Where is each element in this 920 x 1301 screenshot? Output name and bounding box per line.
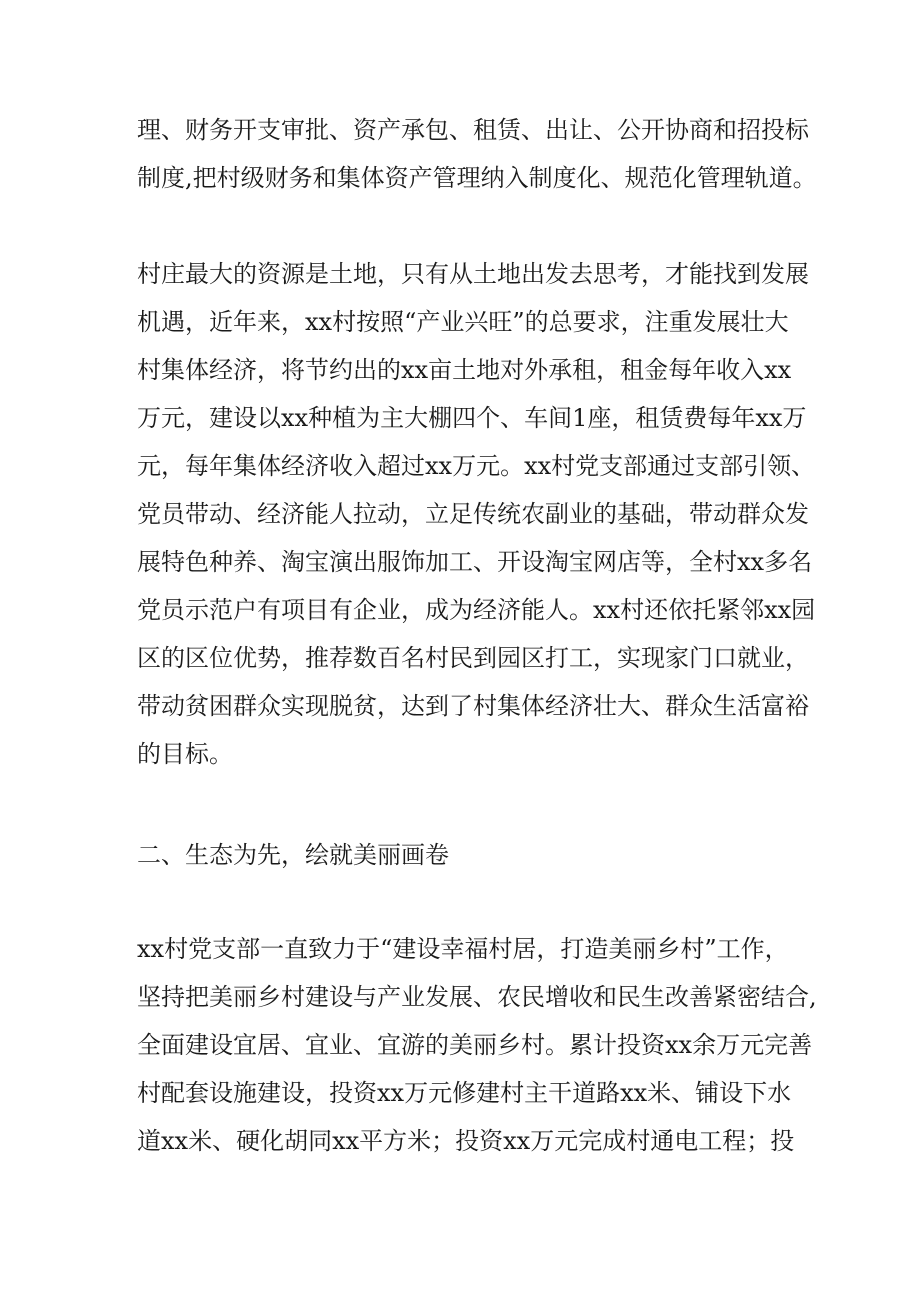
paragraph-line: 道xx米、硬化胡同xx平方米；投资xx万元完成村通电工程；投 xyxy=(137,1127,795,1155)
paragraph-line: 村配套设施建设，投资xx万元修建村主干道路xx米、铺设下水 xyxy=(137,1079,792,1107)
paragraph-line: 坚持把美丽乡村建设与产业发展、农民增收和民生改善紧密结合, xyxy=(137,983,817,1011)
paragraph-line: 元，每年集体经济收入超过xx万元。xx村党支部通过支部引领、 xyxy=(137,452,816,480)
paragraph-line: 机遇，近年来，xx村按照“产业兴旺”的总要求，注重发展壮大 xyxy=(137,308,789,336)
paragraph-line: 村庄最大的资源是土地，只有从土地出发去思考，才能找到发展 xyxy=(137,260,809,288)
paragraph-line: 的目标。 xyxy=(137,740,233,768)
paragraph-line: 制度,把村级财务和集体资产管理纳入制度化、规范化管理轨道。 xyxy=(137,164,817,192)
paragraph-line: 全面建设宜居、宜业、宜游的美丽乡村。累计投资xx余万元完善 xyxy=(137,1031,813,1059)
paragraph-line: 党员带动、经济能人拉动，立足传统农副业的基础，带动群众发 xyxy=(137,500,809,528)
paragraph-line: 万元，建设以xx种植为主大棚四个、车间1座，租赁费每年xx万 xyxy=(137,404,807,432)
paragraph-line: 村集体经济，将节约出的xx亩土地对外承租，租金每年收入xx xyxy=(137,356,792,384)
paragraph-line: 党员示范户有项目有企业，成为经济能人。xx村还依托紧邻xx园 xyxy=(137,596,816,624)
paragraph-line: 带动贫困群众实现脱贫，达到了村集体经济壮大、群众生活富裕 xyxy=(137,692,809,720)
paragraph-line: 展特色种养、淘宝演出服饰加工、开设淘宝网店等，全村xx多名 xyxy=(137,548,813,576)
paragraph-line: 区的区位优势，推荐数百名村民到园区打工，实现家门口就业， xyxy=(137,644,809,672)
section-heading: 二、生态为先，绘就美丽画卷 xyxy=(137,841,449,869)
paragraph-line: xx村党支部一直致力于“建设幸福村居，打造美丽乡村”工作， xyxy=(137,935,789,963)
paragraph-line: 理、财务开支审批、资产承包、租赁、出让、公开协商和招投标 xyxy=(137,116,809,144)
